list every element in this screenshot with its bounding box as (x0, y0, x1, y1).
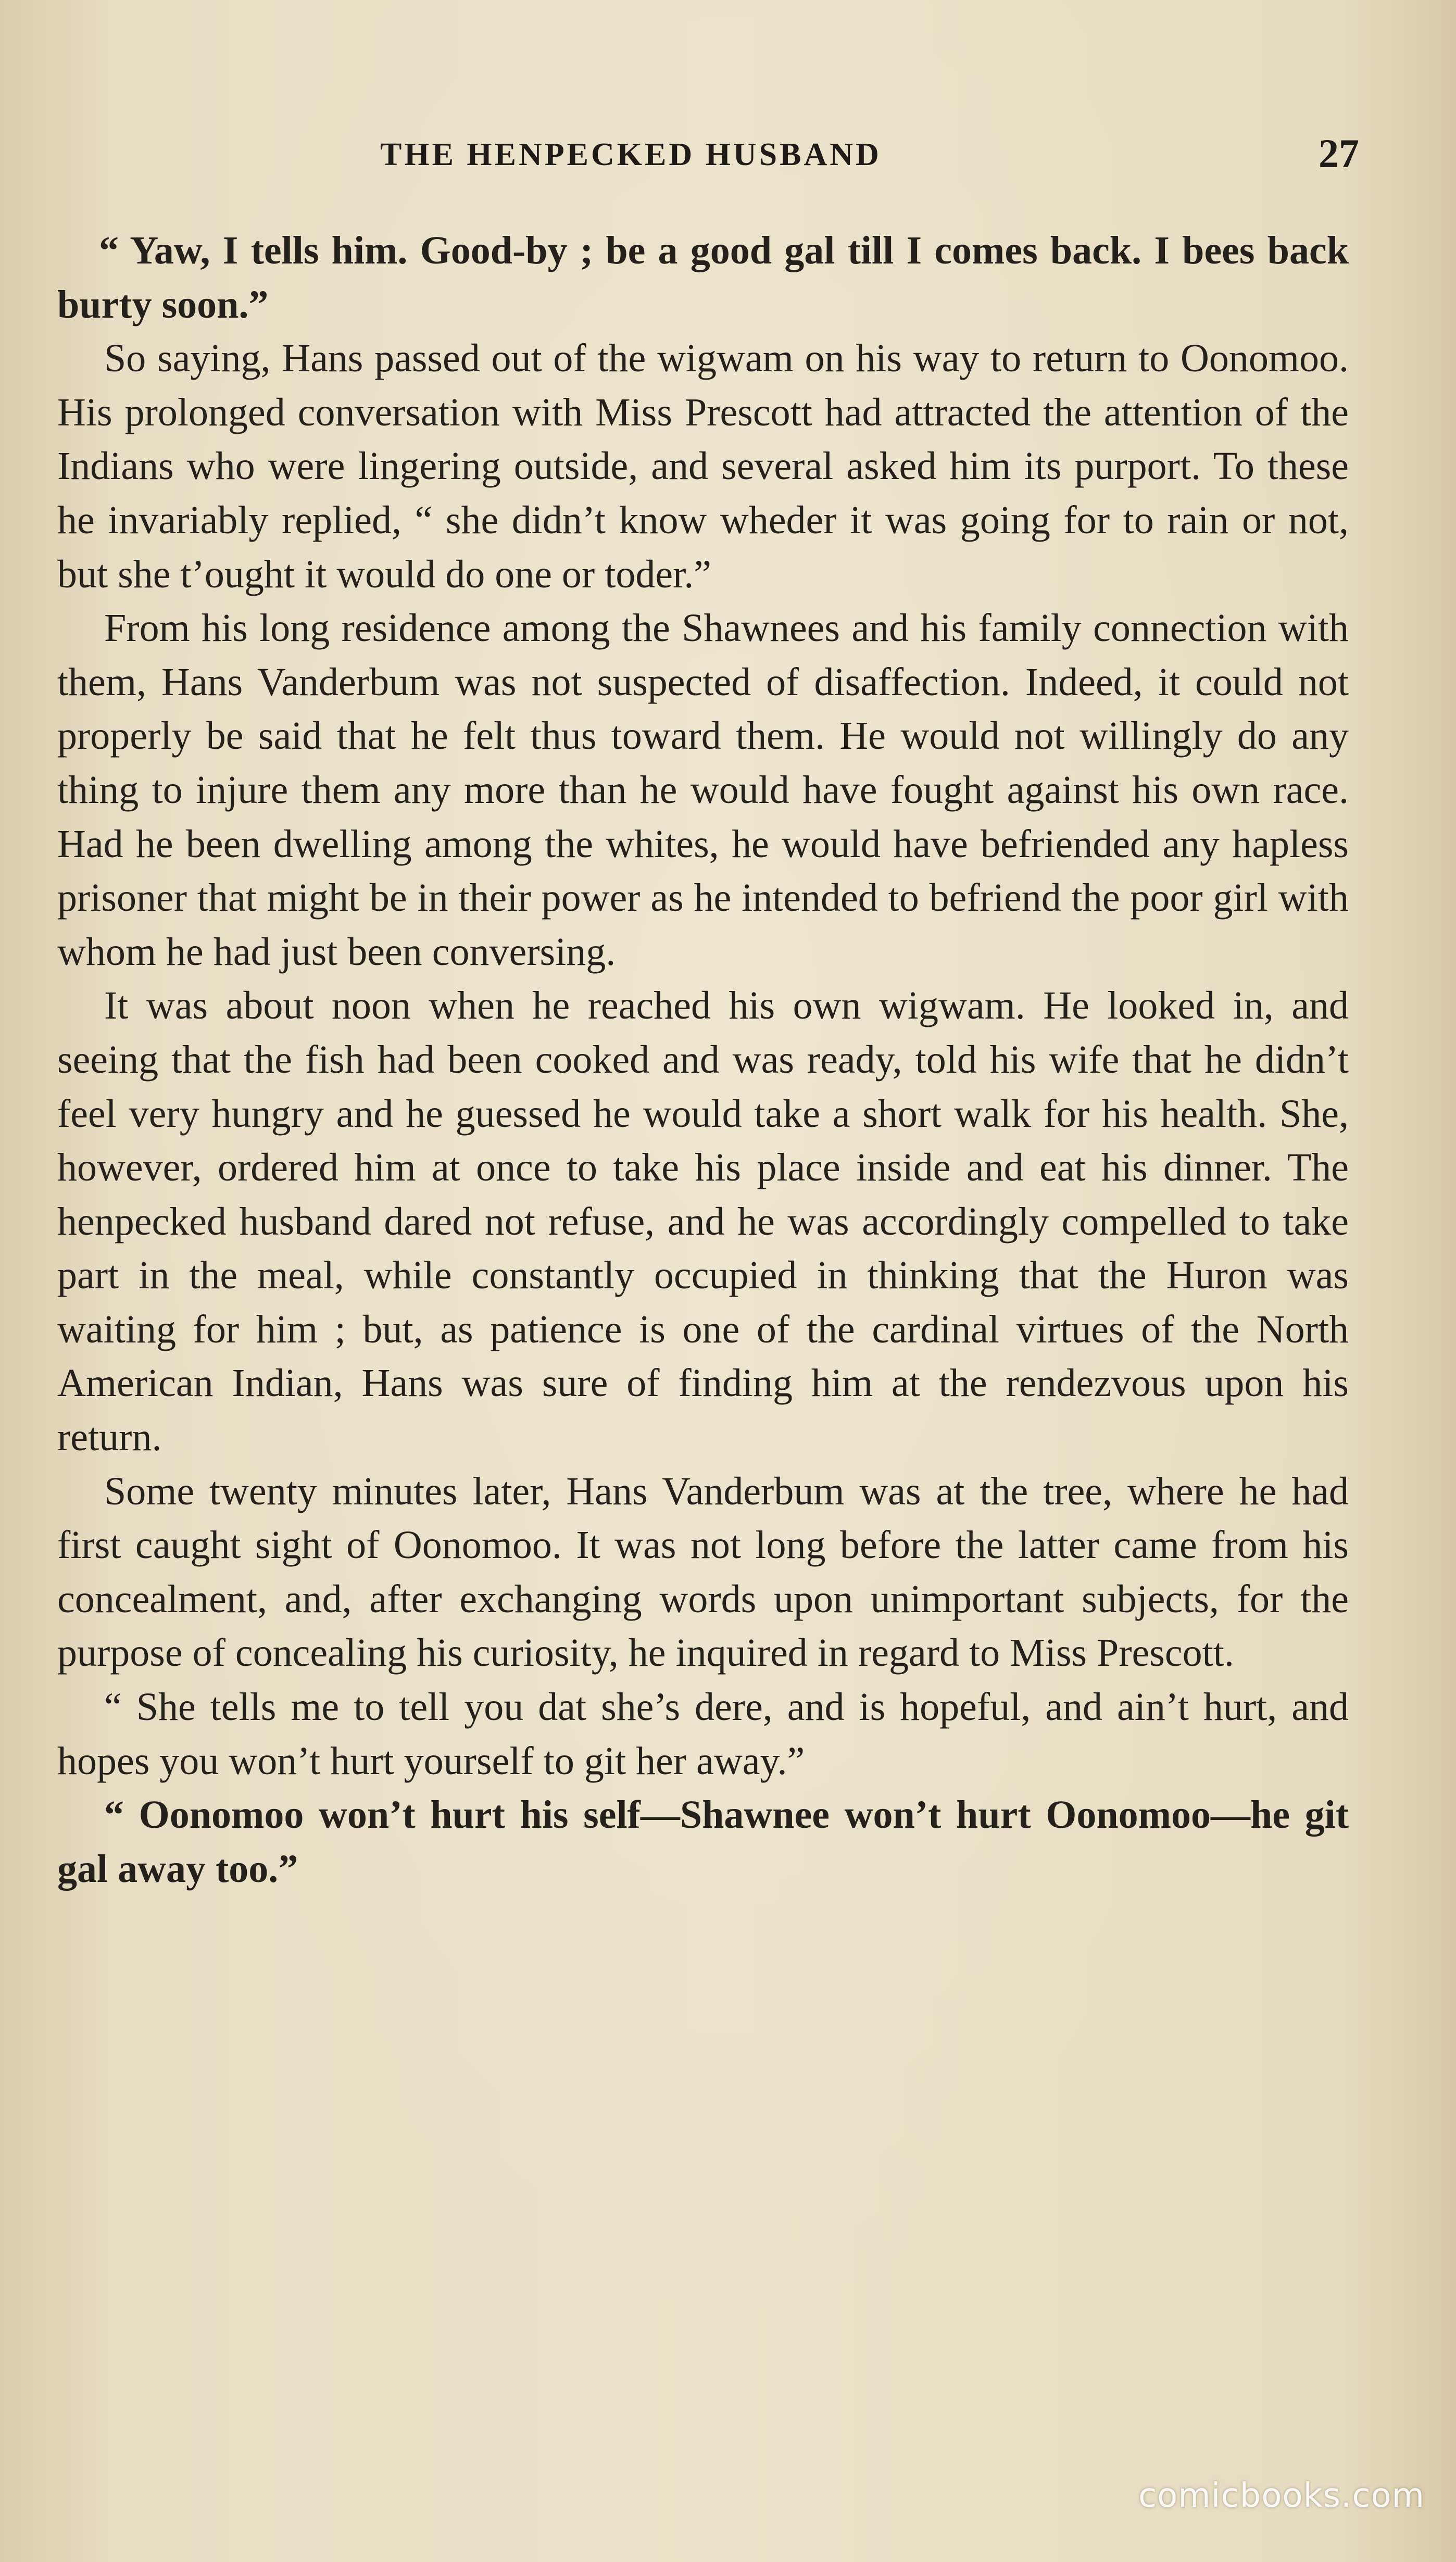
body-text (57, 224, 1349, 1896)
paragraph: “ Oonomoo won’t hurt his self—Shawnee won’t hurt Oonomoo—he git gal away too.” (57, 1793, 1349, 1891)
paragraph: It was about noon when he reached his own wigwam. He looked in, and seeing that the fish had been cooked and was ready, told his wife that he didn’t feel very hungry and he guessed he would take a short walk for his health. She, however, ordered him at once to take his place inside and eat his dinner. The henpecked husband dared not refuse, and he was accordingly compelled to take part in the meal, while constantly occupied in thinking that the Huron was waiting for him ; but, as patience is one of the cardinal virtues of the North American Indian, Hans was sure of finding him at the rendezvous upon his return. (57, 984, 1349, 1460)
paragraph: “ She tells me to tell you dat she’s dere, and is hopeful, and ain’t hurt, and hopes you won’t hurt yourself to git her away.” (57, 1685, 1349, 1783)
running-head: THE HENPECKED HUSBAND (380, 137, 882, 172)
paragraph: So saying, Hans passed out of the wigwam on his way to return to Oonomoo. His prolonged conversation with Miss Prescott had attracted the attention of the Indians who were lingering outside, and several asked him its purport. To these he invariably replied, “ she didn’t know wheder it was going for to rain or not, but she t’ought it would do one or toder.” (57, 336, 1349, 596)
page-header (94, 130, 1359, 187)
watermark: comicbooks.com (1138, 2477, 1425, 2515)
page-number: 27 (1319, 131, 1359, 176)
paragraph: From his long residence among the Shawnees and his family connection with them, Hans Vanderbum was not suspected of disaffection. Indeed, it could not properly be said that he felt thus toward them. He would not willingly do any thing to injure them any more than he would have fought against his own race. Had he been dwelling among the whites, he would have befriended any hapless prisoner that might be in their power as he intended to befriend the poor girl with whom he had just been conversing. (57, 606, 1349, 974)
paragraph: “ Yaw, I tells him. Good-by ; be a good gal till I comes back. I bees back burty soon.” (57, 229, 1349, 326)
paragraph: Some twenty minutes later, Hans Vanderbum was at the tree, where he had first caught sight of Oonomoo. It was not long before the latter came from his concealment, and, after exchanging words upon unimportant subjects, for the purpose of concealing his curiosity, he inquired in regard to Miss Prescott. (57, 1469, 1349, 1675)
